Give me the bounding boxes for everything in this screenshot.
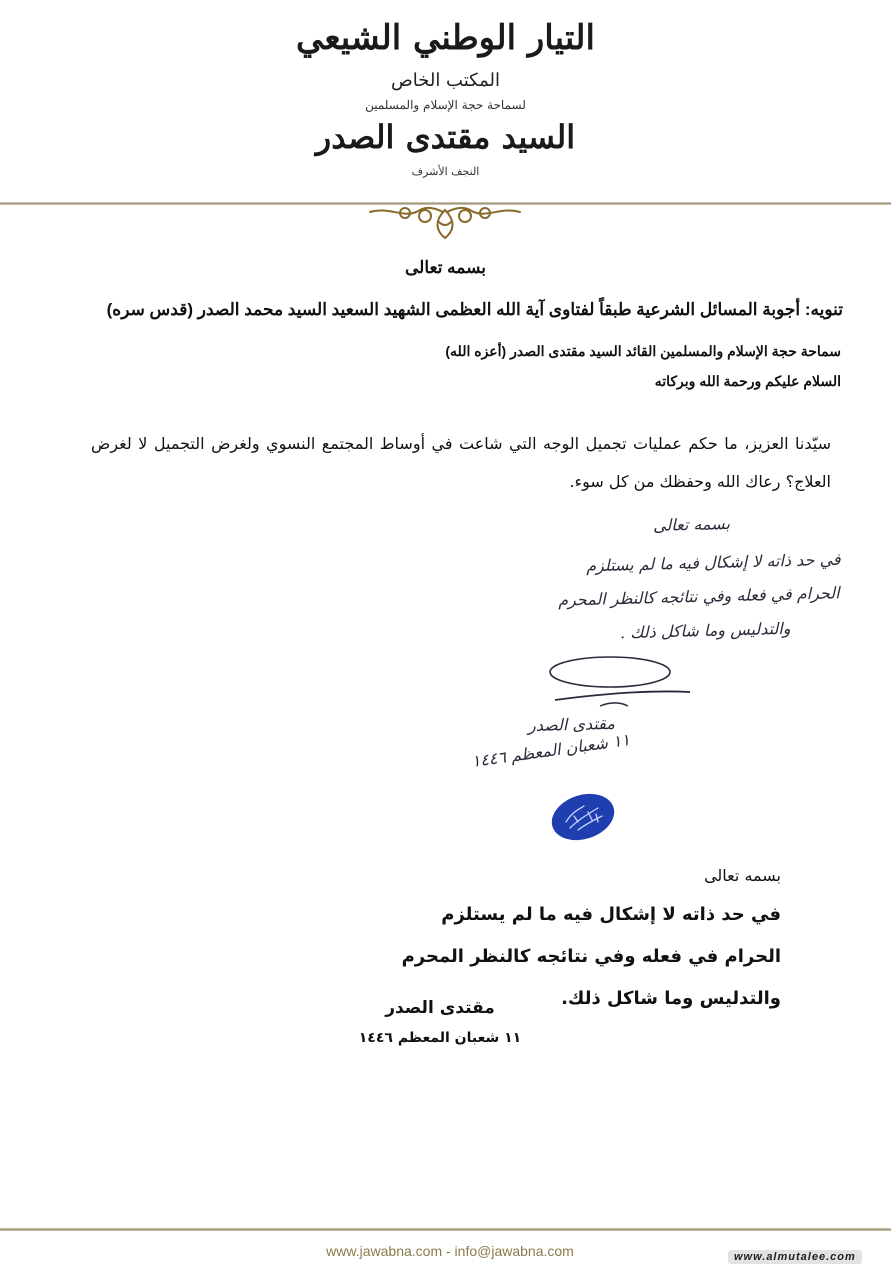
handwritten-answer (470, 515, 850, 845)
addressee-line: سماحة حجة الإسلام والمسلمين القائد السيد مقتدى الصدر (أعزه الله) (445, 343, 841, 359)
greeting-line: السلام عليكم ورحمة الله وبركاته (654, 373, 841, 389)
handwritten-signature-date: ١١ شعبان المعظم ١٤٤٦ (469, 729, 631, 772)
bismihi-taala-heading: بسمه تعالى (404, 258, 487, 277)
seal-stamp-icon (548, 792, 618, 842)
movement-name-logo: التيار الوطني الشيعي (296, 18, 595, 58)
signature-icon (540, 650, 700, 710)
letterhead (0, 0, 891, 205)
ornament-icon (365, 200, 525, 242)
question-text: سيّدنا العزيز، ما حكم عمليات تجميل الوجه التي شاعت في أوساط المجتمع النسوي ولغرض التجميل لا لغرض العلاج؟ رعاك الله وحفظك من كل سوء. (91, 434, 831, 491)
handwritten-line: في حد ذاته لا إشكال فيه ما لم يستلزم (585, 549, 841, 576)
typed-answer-line: الحرام في فعله وفي نتائجه كالنظر المحرم (401, 946, 781, 967)
typed-answer (402, 858, 781, 1020)
office-name: المكتب الخاص (390, 70, 500, 91)
honorific-line: لسماحة حجة الإسلام والمسلمين (365, 98, 526, 112)
footer-contact-link[interactable]: www.jawabna.com - info@jawabna.com (326, 1243, 574, 1259)
sayyid-name-logo: السيد مقتدى الصدر (315, 118, 576, 156)
typed-answer-line: والتدليس وما شاكل ذلك. (561, 988, 781, 1009)
typed-signature-name: مقتدى الصدر (385, 998, 495, 1018)
handwritten-signature-name: مقتدى الصدر (527, 713, 616, 736)
handwritten-line: الحرام في فعله وفي نتائجه كالنظر المحرم (558, 583, 841, 610)
typed-date: ١١ شعبان المعظم ١٤٤٦ (358, 1030, 522, 1046)
city-name: النجف الأشرف (411, 165, 480, 178)
notice-line: تنويه: أجوبة المسائل الشرعية طبقاً لفتاوى آية الله العظمى الشهيد السعيد السيد محمد الصدر (قدس سره) (106, 300, 843, 319)
watermark-link[interactable]: www.almutalee.com (728, 1250, 862, 1264)
handwritten-line: والتدليس وما شاكل ذلك . (619, 618, 791, 643)
handwritten-line: بسمه تعالى (652, 513, 731, 536)
footer-divider (0, 1228, 891, 1231)
typed-answer-line: في حد ذاته لا إشكال فيه ما لم يستلزم (441, 904, 781, 925)
typed-answer-heading: بسمه تعالى (704, 866, 781, 885)
